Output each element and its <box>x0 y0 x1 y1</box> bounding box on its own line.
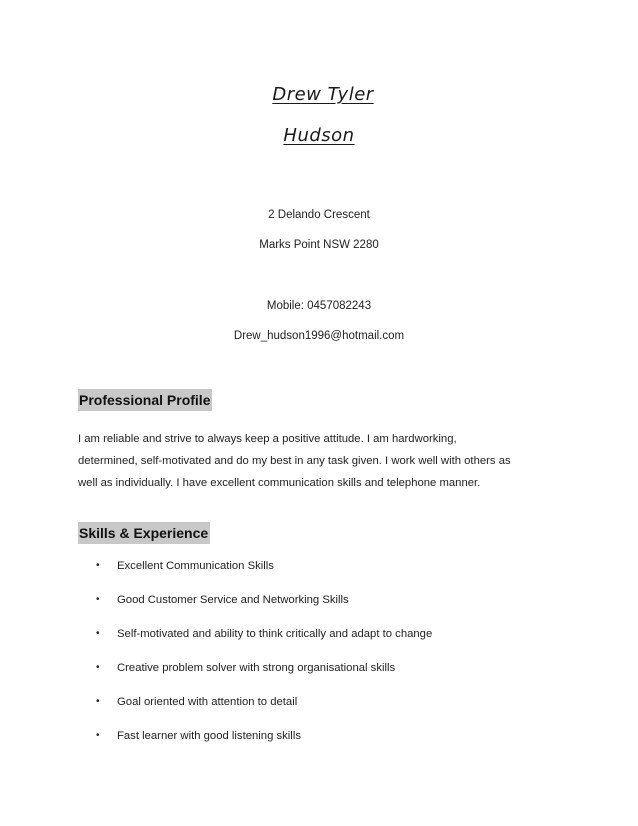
address-line-2: Marks Point NSW 2280 <box>259 239 379 251</box>
profile-paragraph <box>78 428 548 494</box>
list-item <box>96 594 432 628</box>
professional-profile-heading: Professional Profile <box>78 389 212 411</box>
bullet-icon: • <box>96 628 100 639</box>
name-last-text: Hudson <box>283 125 355 146</box>
list-item <box>96 696 432 730</box>
mobile-number: Mobile: 0457082243 <box>266 300 372 312</box>
skills-experience-heading: Skills & Experience <box>78 522 210 544</box>
bullet-icon: • <box>96 696 100 707</box>
address-line-1: 2 Delando Crescent <box>268 209 370 221</box>
bullet-icon: • <box>96 594 100 605</box>
profile-line-1: I am reliable and strive to always keep a positive attitude. I am hardworking, <box>78 433 457 445</box>
skill-text: Creative problem solver with strong organisational skills <box>117 662 396 674</box>
name-first-text: Drew Tyler <box>272 84 374 105</box>
list-item <box>96 628 432 662</box>
profile-line-2: determined, self-motivated and do my best in any task given. I work well with others as <box>78 455 511 467</box>
list-item <box>96 560 432 594</box>
skill-text: Fast learner with good listening skills <box>117 730 301 742</box>
skill-text: Good Customer Service and Networking Skills <box>117 594 349 606</box>
bullet-icon: • <box>96 730 100 741</box>
profile-line-3: well as individually. I have excellent communication skills and telephone manner. <box>78 477 481 489</box>
skill-text: Excellent Communication Skills <box>117 560 274 572</box>
email-address: Drew_hudson1996@hotmail.com <box>233 330 405 342</box>
skill-text: Self-motivated and ability to think critically and adapt to change <box>117 628 433 640</box>
name-line-first <box>0 84 638 105</box>
list-item <box>96 662 432 696</box>
bullet-icon: • <box>96 560 100 571</box>
list-item <box>96 730 432 764</box>
bullet-icon: • <box>96 662 100 673</box>
name-line-last <box>0 125 638 146</box>
skill-text: Goal oriented with attention to detail <box>117 696 298 708</box>
skills-list <box>96 560 432 764</box>
